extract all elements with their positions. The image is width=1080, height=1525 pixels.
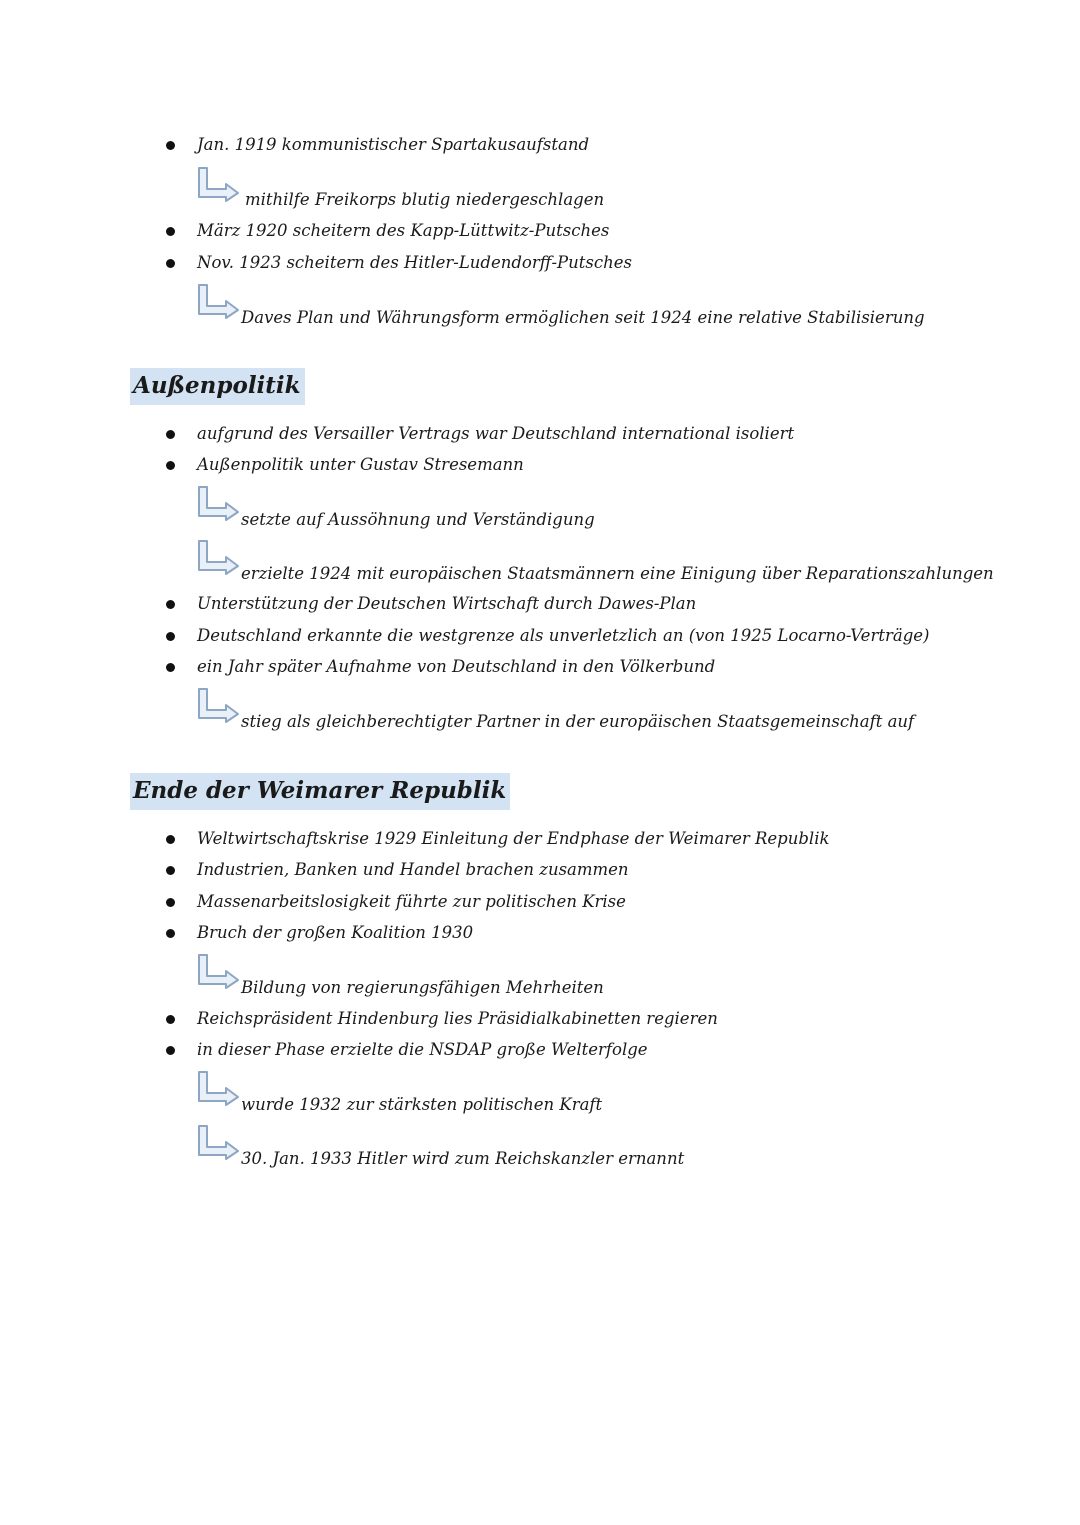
sub-arrow-icon [196,539,240,575]
sub-arrow-icon [196,687,240,723]
bullet-icon [166,1046,175,1055]
sub-item: mithilfe Freikorps blutig niedergeschlagen [245,190,605,209]
section-heading-ende-weimarer-republik: Ende der Weimarer Republik [130,773,510,810]
sub-item: setzte auf Aussöhnung und Verständigung [241,510,595,529]
sub-arrow-icon [196,283,240,319]
bullet-icon [166,461,175,470]
sub-item: stieg als gleichberechtigter Partner in der europäischen Staatsgemeinschaft auf [241,712,915,731]
sub-item: Daves Plan und Währungsform ermöglichen seit 1924 eine relative Stabilisierung [241,308,925,327]
bullet-icon [166,835,175,844]
list-item: Deutschland erkannte die westgrenze als unverletzlich an (von 1925 Locarno-Verträge) [197,626,930,645]
list-item: Jan. 1919 kommunistischer Spartakusaufstand [197,135,590,154]
sub-arrow-icon [196,1124,240,1160]
bullet-icon [166,929,175,938]
list-item: Reichspräsident Hindenburg lies Präsidialkabinetten regieren [197,1009,718,1028]
sub-arrow-icon [196,485,240,521]
bullet-icon [166,227,175,236]
list-item: Unterstützung der Deutschen Wirtschaft durch Dawes-Plan [197,594,697,613]
list-item: Bruch der großen Koalition 1930 [197,923,474,942]
list-item: ein Jahr später Aufnahme von Deutschland in den Völkerbund [197,657,716,676]
section-heading-aussenpolitik: Außenpolitik [130,368,305,405]
bullet-icon [166,141,175,150]
list-item: Außenpolitik unter Gustav Stresemann [197,455,524,474]
list-item: Weltwirtschaftskrise 1929 Einleitung der Endphase der Weimarer Republik [197,829,830,848]
sub-item: Bildung von regierungsfähigen Mehrheiten [241,978,604,997]
sub-arrow-icon [196,1070,240,1106]
sub-item: erzielte 1924 mit europäischen Staatsmännern eine Einigung über Reparationszahlungen [241,564,994,583]
bullet-icon [166,1015,175,1024]
bullet-icon [166,259,175,268]
bullet-icon [166,898,175,907]
sub-item: wurde 1932 zur stärksten politischen Kraft [241,1095,603,1114]
bullet-icon [166,663,175,672]
list-item: Nov. 1923 scheitern des Hitler-Ludendorff-Putsches [197,253,632,272]
list-item: aufgrund des Versailler Vertrags war Deutschland international isoliert [197,424,795,443]
sub-item: 30. Jan. 1933 Hitler wird zum Reichskanzler ernannt [241,1149,685,1168]
bullet-icon [166,430,175,439]
list-item: Massenarbeitslosigkeit führte zur politischen Krise [197,892,626,911]
bullet-icon [166,632,175,641]
list-item: in dieser Phase erzielte die NSDAP große Welterfolge [197,1040,648,1059]
list-item: März 1920 scheitern des Kapp-Lüttwitz-Putsches [197,221,610,240]
bullet-icon [166,866,175,875]
sub-arrow-icon [196,166,240,202]
sub-arrow-icon [196,953,240,989]
list-item: Industrien, Banken und Handel brachen zusammen [197,860,629,879]
bullet-icon [166,600,175,609]
